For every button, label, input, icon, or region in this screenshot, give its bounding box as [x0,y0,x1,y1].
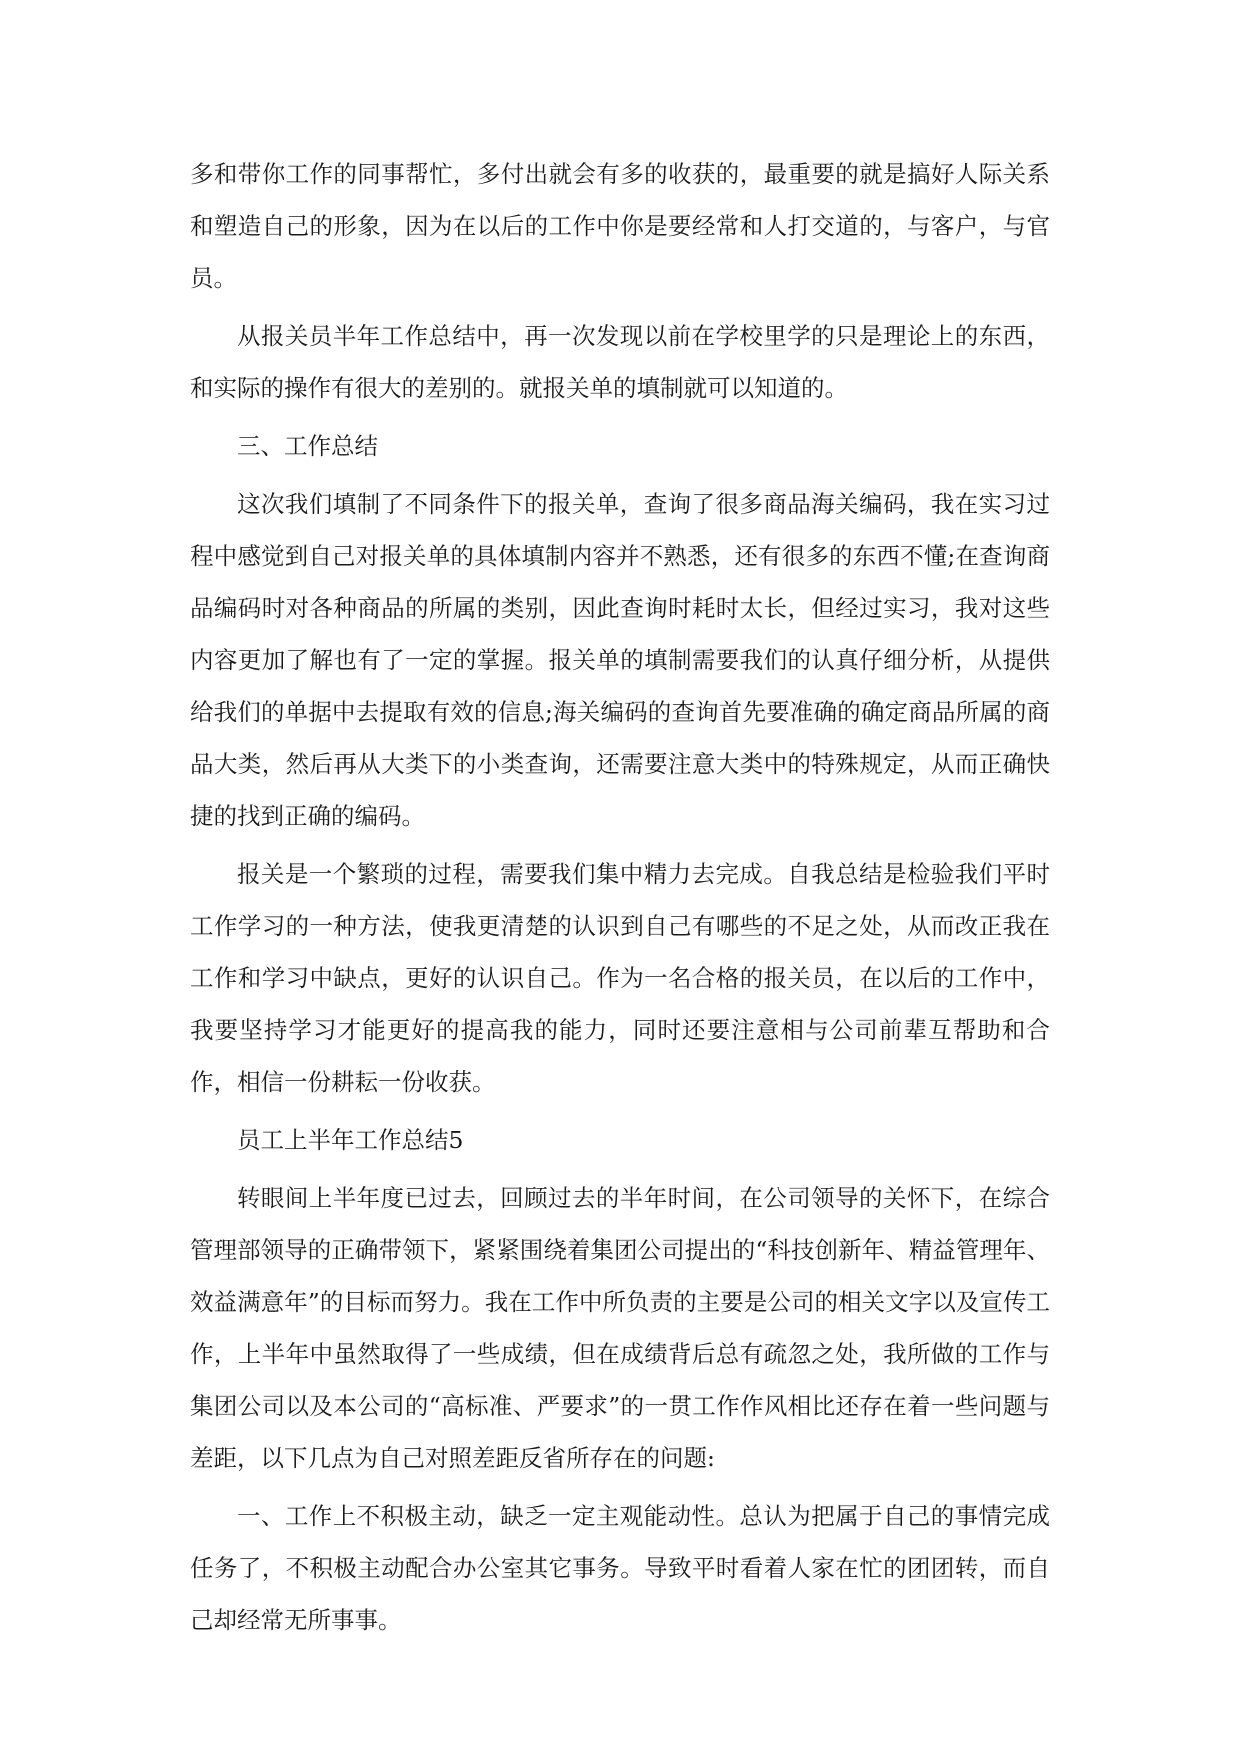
paragraph: 转眼间上半年度已过去，回顾过去的半年时间，在公司领导的关怀下，在综合管理部领导的正确带领下，紧紧围绕着集团公司提出的“科技创新年、精益管理年、效益满意年”的目标而努力。我在工作中所负责的主要是公司的相关文字以及宣传工作，上半年中虽然取得了一些成绩，但在成绩背后总有疏忽之处，我所做的工作与集团公司以及本公司的“高标准、严要求”的一贯工作作风相比还存在着一些问题与差距，以下几点为自己对照差距反省所存在的问题: [190,1184,1050,1472]
section-heading: 三、工作总结 [237,432,378,460]
paragraph: 一、工作上不积极主动，缺乏一定主观能动性。总认为把属于自己的事情完成任务了，不积极主动配合办公室其它事务。导致平时看着人家在忙的团团转，而自己却经常无所事事。 [190,1502,1050,1634]
paragraph: 多和带你工作的同事帮忙，多付出就会有多的收获的，最重要的就是搞好人际关系和塑造自己的形象，因为在以后的工作中你是要经常和人打交道的，与客户，与官员。 [190,160,1050,292]
paragraph: 这次我们填制了不同条件下的报关单，查询了很多商品海关编码，我在实习过程中感觉到自己对报关单的具体填制内容并不熟悉，还有很多的东西不懂;在查询商品编码时对各种商品的所属的类别，因此查询时耗时太长，但经过实习，我对这些内容更加了解也有了一定的掌握。报关单的填制需要我们的认真仔细分析，从提供给我们的单据中去提取有效的信息;海关编码的查询首先要准确的确定商品所属的商品大类，然后再从大类下的小类查询，还需要注意大类中的特殊规定，从而正确快捷的找到正确的编码。 [190,490,1050,830]
paragraph: 从报关员半年工作总结中，再一次发现以前在学校里学的只是理论上的东西，和实际的操作有很大的差别的。就报关单的填制就可以知道的。 [190,322,1050,402]
paragraph: 报关是一个繁琐的过程，需要我们集中精力去完成。自我总结是检验我们平时工作学习的一种方法，使我更清楚的认识到自己有哪些的不足之处，从而改正我在工作和学习中缺点，更好的认识自己。作为一名合格的报关员，在以后的工作中，我要坚持学习才能更好的提高我的能力，同时还要注意相与公司前辈互帮助和合作，相信一份耕耘一份收获。 [190,860,1050,1096]
section-heading: 员工上半年工作总结5 [237,1126,464,1154]
document-body [190,148,1050,1652]
